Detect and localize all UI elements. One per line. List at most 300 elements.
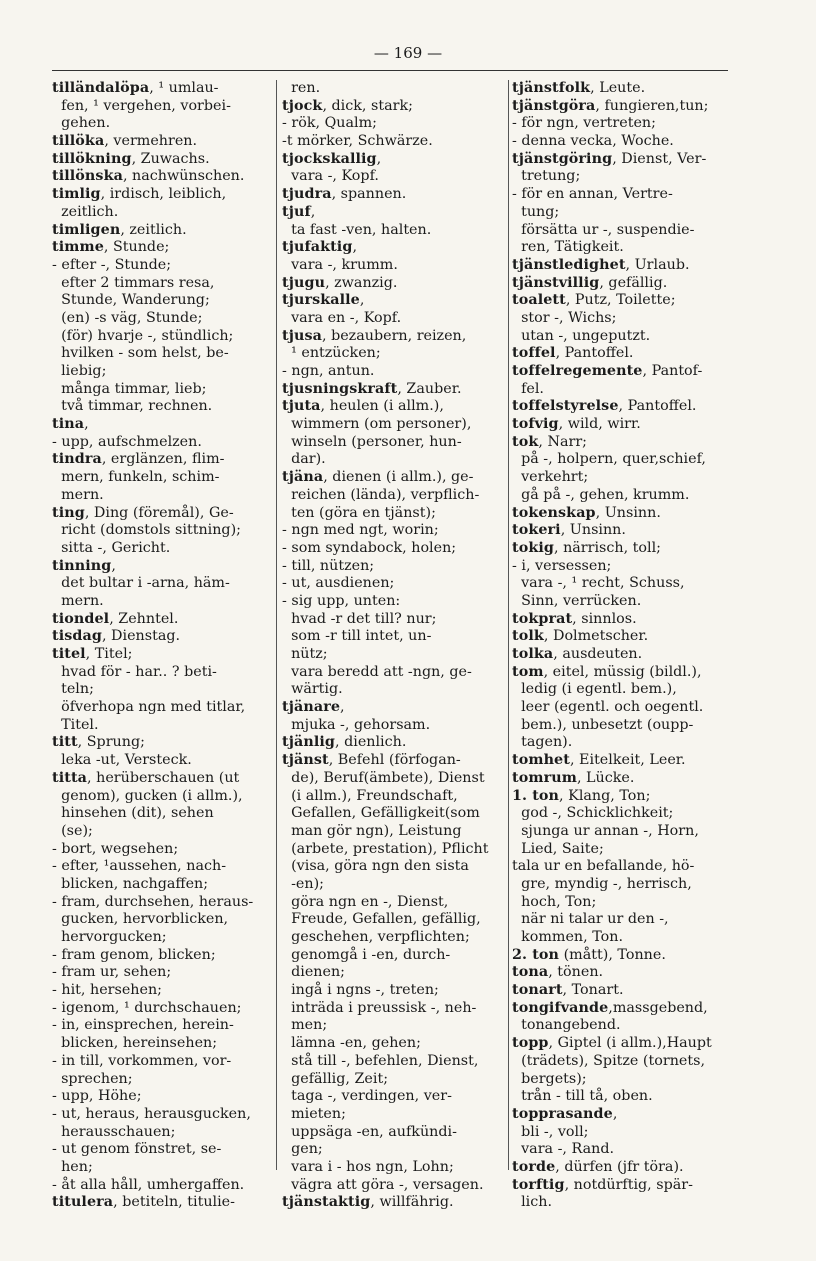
entry-text: , Eitelkeit, Leer.	[569, 752, 686, 769]
entry-text: , Urlaub.	[625, 256, 690, 273]
entry-text: ,	[612, 1105, 618, 1122]
headword: tjänlig	[282, 734, 335, 751]
entry-continuation-line	[282, 168, 504, 186]
entry-continuation-line	[512, 805, 734, 823]
entry-line	[282, 469, 504, 487]
headword: tom	[512, 663, 544, 680]
headword: tolka	[512, 646, 554, 662]
entry-line	[512, 611, 734, 629]
headword: tjänstfolk	[512, 80, 591, 96]
entry-text: geschehen, verpflichten;	[282, 929, 470, 945]
entry-text: blicken, hereinsehen;	[52, 1035, 218, 1052]
entry-continuation-line	[512, 1141, 734, 1159]
headword: timme	[52, 239, 104, 256]
headword: tjänstledighet	[512, 256, 626, 273]
entry-text: på -, holpern, quer,schief,	[512, 451, 706, 468]
entry-text: , Befehl (förfogan-	[328, 752, 461, 769]
entry-text: - in till, vorkommen, vor-	[52, 1052, 232, 1069]
entry-continuation-line	[52, 522, 274, 540]
entry-continuation-line	[52, 1000, 274, 1018]
entry-text: det bultar i -arna, häm-	[52, 575, 230, 592]
entry-continuation-line	[512, 858, 734, 876]
entry-continuation-line	[52, 310, 274, 328]
entry-continuation-line	[52, 1106, 274, 1124]
entry-text: , Dienst, Ver-	[612, 150, 707, 167]
entry-line	[512, 98, 734, 116]
entry-continuation-line	[52, 717, 274, 735]
entry-text: -en);	[282, 875, 324, 892]
entry-text: gefällig, Zeit;	[282, 1070, 389, 1087]
entry-continuation-line	[282, 876, 504, 894]
entry-line	[52, 451, 274, 469]
entry-continuation-line	[282, 1177, 504, 1195]
headword: tona	[512, 964, 549, 981]
entry-continuation-line	[512, 841, 734, 859]
entry-line	[282, 204, 504, 222]
entry-continuation-line	[52, 805, 274, 823]
entry-text: - rök, Qualm;	[282, 115, 377, 132]
entry-text: vara i - hos ngn, Lohn;	[282, 1158, 454, 1175]
entry-text: , Putz, Toilette;	[565, 292, 676, 309]
entry-text: mern, funkeln, schim-	[52, 469, 220, 486]
entry-line	[512, 151, 734, 169]
entry-line	[52, 239, 274, 257]
entry-continuation-line	[282, 894, 504, 912]
entry-continuation-line	[52, 823, 274, 841]
entry-text: trån - till tå, oben.	[512, 1088, 653, 1105]
headword: tjänst	[282, 752, 329, 769]
entry-continuation-line	[282, 1088, 504, 1106]
entry-text: , Unsinn.	[560, 522, 626, 539]
entry-continuation-line	[282, 115, 504, 133]
headword: tjufaktig	[282, 239, 353, 256]
entry-continuation-line	[512, 1124, 734, 1142]
entry-text: ,	[376, 150, 382, 167]
entry-text: , Sprung;	[77, 734, 145, 751]
entry-text: vägra att göra -, versagen.	[282, 1176, 484, 1193]
entry-line	[52, 80, 274, 98]
entry-continuation-line	[282, 80, 504, 98]
entry-line	[512, 770, 734, 788]
entry-line	[52, 416, 274, 434]
entry-text: , Narr;	[538, 433, 587, 450]
entry-line	[52, 770, 274, 788]
entry-text: bli -, voll;	[512, 1123, 589, 1140]
entry-text: , Pantoffel.	[618, 398, 697, 415]
dictionary-column-3	[512, 80, 734, 1212]
entry-continuation-line	[512, 681, 734, 699]
entry-text: - efter, ¹aussehen, nach-	[52, 858, 227, 875]
entry-continuation-line	[282, 222, 504, 240]
headword: tokenskap	[512, 504, 596, 521]
entry-text: - fram, durchsehen, heraus-	[52, 893, 254, 910]
entry-continuation-line	[52, 257, 274, 275]
entry-continuation-line	[52, 575, 274, 593]
entry-text: - ngn med ngt, worin;	[282, 522, 439, 539]
entry-text: - sig upp, unten:	[282, 592, 401, 609]
headword: tjurskalle	[282, 292, 360, 309]
entry-continuation-line	[282, 911, 504, 929]
entry-continuation-line	[282, 788, 504, 806]
entry-continuation-line	[282, 646, 504, 664]
entry-text: , närrisch, toll;	[553, 539, 662, 556]
header-rule	[52, 70, 728, 71]
entry-line	[52, 611, 274, 629]
entry-continuation-line	[282, 1000, 504, 1018]
entry-continuation-line	[282, 522, 504, 540]
entry-text: lich.	[512, 1194, 552, 1211]
entry-continuation-line	[282, 1035, 504, 1053]
entry-text: (en) -s väg, Stunde;	[52, 309, 203, 326]
entry-line	[282, 699, 504, 717]
entry-continuation-line	[512, 451, 734, 469]
entry-text: lämna -en, gehen;	[282, 1035, 421, 1052]
entry-line	[512, 540, 734, 558]
headword: tillökning	[52, 150, 132, 167]
entry-continuation-line	[52, 982, 274, 1000]
entry-text: efter 2 timmars resa,	[52, 274, 215, 291]
headword: tolk	[512, 628, 544, 645]
entry-text: teln;	[52, 681, 94, 698]
entry-text: Freude, Gefallen, gefällig,	[282, 911, 481, 928]
headword: tinning	[52, 557, 112, 574]
entry-text: reichen (lända), verpflich-	[282, 486, 480, 503]
entry-line	[52, 222, 274, 240]
entry-text: zeitlich.	[52, 203, 119, 220]
entry-text: , fungieren,tun;	[595, 97, 709, 114]
entry-continuation-line	[512, 1017, 734, 1035]
entry-continuation-line	[52, 876, 274, 894]
entry-text: , Giptel (i allm.),Haupt	[548, 1035, 712, 1052]
entry-line	[52, 1194, 274, 1212]
entry-text: - efter -, Stunde;	[52, 256, 172, 273]
entry-text: - i, versessen;	[512, 557, 612, 574]
entry-text: , zwanzig.	[325, 274, 398, 291]
entry-text: , heulen (i allm.),	[320, 398, 444, 415]
headword: torftig	[512, 1176, 565, 1193]
entry-line	[52, 168, 274, 186]
entry-continuation-line	[512, 593, 734, 611]
headword: tongifvande	[512, 999, 609, 1016]
entry-text: - som syndabock, holen;	[282, 539, 457, 556]
entry-line	[52, 628, 274, 646]
headword: tina	[52, 416, 85, 433]
entry-text: gucken, hervorblicken,	[52, 911, 229, 928]
entry-continuation-line	[512, 186, 734, 204]
column-divider	[508, 80, 509, 1170]
entry-text: winseln (personer, hun-	[282, 433, 462, 450]
entry-continuation-line	[512, 239, 734, 257]
entry-continuation-line	[52, 398, 274, 416]
entry-continuation-line	[282, 770, 504, 788]
entry-text: utan -, ungeputzt.	[512, 327, 651, 344]
entry-continuation-line	[512, 133, 734, 151]
entry-continuation-line	[282, 1017, 504, 1035]
entry-continuation-line	[52, 292, 274, 310]
entry-continuation-line	[282, 628, 504, 646]
entry-text: , dick, stark;	[322, 97, 413, 114]
entry-text: (mått), Tonne.	[559, 946, 666, 963]
entry-text: dar).	[282, 451, 326, 468]
entry-line	[512, 1106, 734, 1124]
entry-continuation-line	[52, 593, 274, 611]
entry-text: Titel.	[52, 716, 99, 733]
entry-text: , dienlich.	[335, 734, 407, 751]
entry-text: , nachwünschen.	[122, 168, 245, 185]
entry-continuation-line	[52, 115, 274, 133]
entry-continuation-line	[52, 1053, 274, 1071]
entry-text: många timmar, lieb;	[52, 380, 207, 397]
entry-text: , Lücke.	[576, 769, 635, 786]
entry-text: hinsehen (dit), sehen	[52, 805, 214, 822]
entry-continuation-line	[512, 911, 734, 929]
entry-continuation-line	[52, 381, 274, 399]
entry-continuation-line	[52, 1159, 274, 1177]
headword: tomrum	[512, 769, 577, 786]
entry-text: - fram genom, blicken;	[52, 946, 216, 963]
entry-text: , zeitlich.	[120, 221, 187, 238]
headword: tjusa	[282, 327, 322, 344]
entry-continuation-line	[282, 611, 504, 629]
entry-line	[52, 734, 274, 752]
entry-text: wimmern (om personer),	[282, 416, 472, 433]
entry-continuation-line	[282, 310, 504, 328]
headword: titulera	[52, 1194, 114, 1211]
entry-continuation-line	[282, 1159, 504, 1177]
entry-text: - ut, heraus, herausgucken,	[52, 1105, 251, 1122]
entry-continuation-line	[512, 469, 734, 487]
entry-text: gehen.	[52, 115, 111, 132]
entry-continuation-line	[282, 558, 504, 576]
entry-line	[512, 522, 734, 540]
entry-line	[52, 558, 274, 576]
entry-text: - hit, hersehen;	[52, 982, 162, 999]
entry-text: -t mörker, Schwärze.	[282, 133, 433, 150]
entry-text: (se);	[52, 822, 93, 839]
entry-text: ten (göra en tjänst);	[282, 504, 436, 521]
entry-text: hoch, Ton;	[512, 893, 597, 910]
entry-line	[282, 1194, 504, 1212]
entry-continuation-line	[282, 363, 504, 381]
entry-continuation-line	[512, 894, 734, 912]
entry-continuation-line	[52, 328, 274, 346]
entry-text: vara en -, Kopf.	[282, 309, 402, 326]
entry-text: , notdürftig, spär-	[564, 1176, 693, 1193]
entry-text: wärtig.	[282, 681, 343, 698]
headword: tilländalöpa	[52, 80, 150, 96]
entry-text: som -r till intet, un-	[282, 628, 432, 645]
entry-continuation-line	[282, 416, 504, 434]
entry-continuation-line	[52, 752, 274, 770]
entry-text: fel.	[512, 380, 544, 397]
entry-continuation-line	[512, 381, 734, 399]
headword: tjäna	[282, 469, 324, 486]
entry-line	[512, 788, 734, 806]
entry-text: (i allm.), Freundschaft,	[282, 787, 458, 804]
entry-text: de), Beruf(ämbete), Dienst	[282, 769, 485, 786]
entry-line	[282, 398, 504, 416]
entry-text: , Unsinn.	[595, 504, 661, 521]
entry-text: ,	[111, 557, 116, 574]
entry-continuation-line	[282, 505, 504, 523]
entry-line	[512, 628, 734, 646]
headword: tindra	[52, 451, 102, 468]
entry-continuation-line	[282, 1141, 504, 1159]
entry-text: ,	[359, 292, 365, 309]
headword: tofvig	[512, 416, 559, 433]
entry-continuation-line	[512, 699, 734, 717]
entry-continuation-line	[282, 434, 504, 452]
entry-text: försätta ur -, suspendie-	[512, 221, 695, 238]
headword: topprasande	[512, 1105, 613, 1122]
entry-continuation-line	[282, 664, 504, 682]
entry-text: genomgå i -en, durch-	[282, 946, 451, 963]
headword: tomhet	[512, 752, 570, 769]
entry-continuation-line	[282, 487, 504, 505]
entry-text: - för en annan, Vertre-	[512, 186, 673, 203]
entry-text: ,	[310, 203, 316, 220]
entry-continuation-line	[512, 310, 734, 328]
entry-text: uppsäga -en, aufkündi-	[282, 1123, 457, 1140]
headword: tjudra	[282, 186, 332, 203]
headword: tjuta	[282, 398, 321, 415]
entry-continuation-line	[52, 1017, 274, 1035]
entry-continuation-line	[52, 434, 274, 452]
entry-text: vara beredd att -ngn, ge-	[282, 663, 472, 680]
headword: tillönska	[52, 168, 123, 185]
entry-text: vara -, ¹ recht, Schuss,	[512, 575, 685, 592]
headword: titt	[52, 734, 78, 751]
entry-line	[282, 734, 504, 752]
entry-text: - för ngn, vertreten;	[512, 115, 656, 132]
headword: torde	[512, 1158, 556, 1175]
entry-continuation-line	[52, 363, 274, 381]
entry-continuation-line	[52, 204, 274, 222]
entry-continuation-line	[282, 964, 504, 982]
entry-text: två timmar, rechnen.	[52, 398, 213, 415]
entry-continuation-line	[282, 1053, 504, 1071]
entry-continuation-line	[282, 681, 504, 699]
dictionary-column-1	[52, 80, 274, 1212]
entry-continuation-line	[282, 947, 504, 965]
entry-line	[512, 345, 734, 363]
entry-text: ¹ entzücken;	[282, 345, 381, 362]
entry-line	[512, 434, 734, 452]
entry-line	[512, 275, 734, 293]
entry-continuation-line	[282, 1124, 504, 1142]
entry-text: stå till -, befehlen, Dienst,	[282, 1052, 479, 1069]
entry-text: blicken, nachgaffen;	[52, 875, 209, 892]
entry-text: taga -, verdingen, ver-	[282, 1088, 452, 1105]
entry-continuation-line	[282, 540, 504, 558]
entry-line	[512, 752, 734, 770]
entry-text: , Titel;	[85, 646, 133, 662]
headword: tiondel	[52, 610, 110, 627]
entry-continuation-line	[282, 1106, 504, 1124]
entry-continuation-line	[282, 823, 504, 841]
entry-continuation-line	[52, 487, 274, 505]
entry-text: verkehrt;	[512, 469, 589, 486]
entry-continuation-line	[282, 257, 504, 275]
entry-text: - ut, ausdienen;	[282, 575, 395, 592]
entry-continuation-line	[282, 929, 504, 947]
entry-text: gen;	[282, 1141, 323, 1158]
entry-text: , willfährig.	[370, 1194, 454, 1211]
entry-line	[512, 257, 734, 275]
entry-text: kommen, Ton.	[512, 929, 624, 945]
entry-text: , eitel, müssig (bildl.),	[543, 663, 702, 680]
entry-continuation-line	[52, 469, 274, 487]
entry-text: göra ngn en -, Dienst,	[282, 893, 449, 910]
entry-line	[512, 416, 734, 434]
entry-continuation-line	[52, 275, 274, 293]
entry-continuation-line	[52, 1141, 274, 1159]
entry-text: vara -, krumm.	[282, 256, 398, 273]
entry-continuation-line	[52, 911, 274, 929]
entry-text: inträda i preussisk -, neh-	[282, 999, 477, 1016]
entry-continuation-line	[52, 1177, 274, 1195]
entry-continuation-line	[52, 681, 274, 699]
entry-line	[52, 505, 274, 523]
entry-line	[512, 947, 734, 965]
headword: titta	[52, 769, 88, 786]
entry-text: , Dolmetscher.	[543, 628, 649, 645]
entry-text: - bort, wegsehen;	[52, 840, 179, 857]
entry-continuation-line	[282, 841, 504, 859]
entry-text: , wild, wirr.	[558, 416, 641, 433]
entry-text: sjunga ur annan -, Horn,	[512, 822, 699, 839]
entry-text: , dienen (i allm.), ge-	[323, 469, 474, 486]
entry-text: - ngn, antun.	[282, 363, 375, 379]
headword: tjockskallig	[282, 150, 377, 167]
entry-text: , tönen.	[548, 964, 604, 981]
entry-continuation-line	[52, 788, 274, 806]
entry-text: , Tonart.	[562, 982, 624, 999]
headword: tjock	[282, 97, 323, 114]
entry-text: - upp, Höhe;	[52, 1088, 142, 1105]
entry-text: hvad -r det till? nur;	[282, 610, 437, 627]
entry-line	[512, 1177, 734, 1195]
entry-continuation-line	[52, 1035, 274, 1053]
headword: topp	[512, 1035, 549, 1052]
entry-text: Stunde, Wanderung;	[52, 292, 210, 309]
headword: 1. ton	[512, 787, 560, 804]
entry-line	[282, 328, 504, 346]
headword: tjusningskraft	[282, 380, 398, 397]
entry-text: , Zuwachs.	[131, 150, 210, 167]
entry-text: - upp, aufschmelzen.	[52, 433, 202, 450]
headword: tokprat	[512, 610, 573, 627]
entry-line	[512, 646, 734, 664]
entry-line	[512, 505, 734, 523]
entry-continuation-line	[282, 451, 504, 469]
headword: toalett	[512, 292, 566, 309]
entry-text: genom), gucken (i allm.),	[52, 787, 243, 804]
entry-text: - åt alla håll, umhergaffen.	[52, 1176, 245, 1193]
entry-text: Lied, Saite;	[512, 840, 604, 857]
entry-line	[282, 381, 504, 399]
entry-continuation-line	[282, 1071, 504, 1089]
entry-continuation-line	[512, 328, 734, 346]
entry-continuation-line	[282, 805, 504, 823]
entry-text: hvad för - har.. ? beti-	[52, 663, 217, 680]
entry-text: mern.	[52, 486, 104, 503]
entry-text: hervorgucken;	[52, 929, 167, 945]
entry-text: fen, ¹ vergehen, vorbei-	[52, 97, 231, 114]
headword: toffel	[512, 345, 556, 362]
entry-continuation-line	[282, 717, 504, 735]
entry-continuation-line	[52, 894, 274, 912]
